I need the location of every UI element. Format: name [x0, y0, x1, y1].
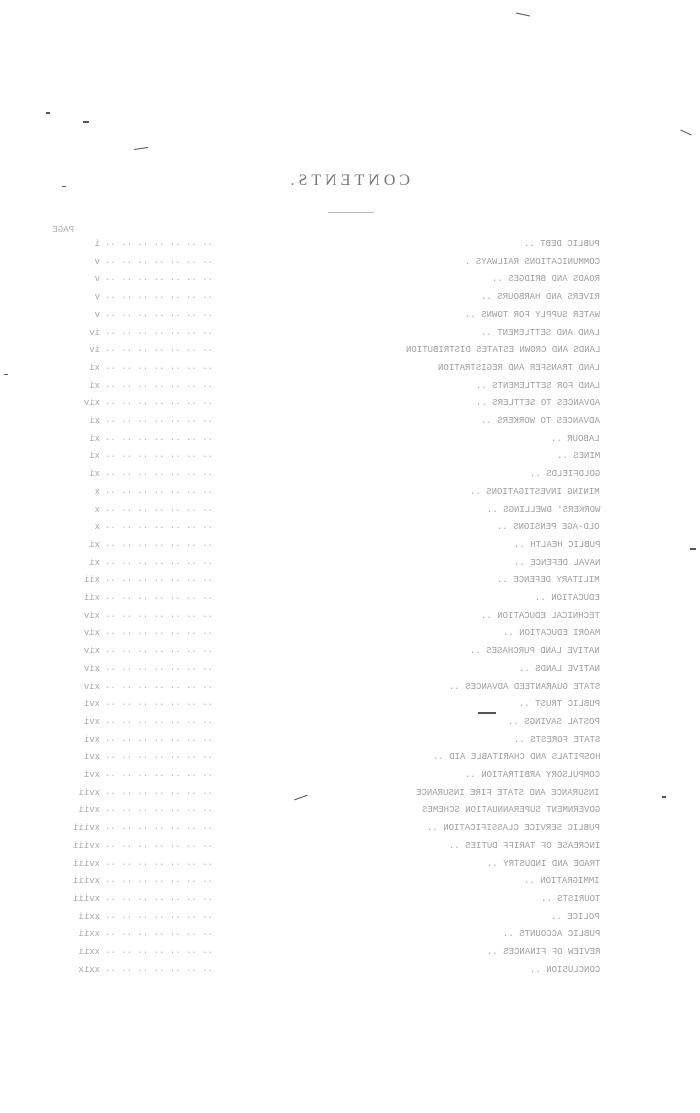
toc-entry-label: MINING INVESTIGATIONS .. [470, 486, 600, 497]
toc-page-number: xviii [72, 858, 100, 869]
toc-page-number: xviii [72, 823, 100, 834]
toc-row [0, 715, 700, 732]
toc-row [0, 786, 700, 803]
toc-entry-label: PUBLIC ACCOUNTS .. [502, 929, 600, 940]
toc-row [0, 768, 700, 785]
toc-page-number: v [94, 274, 100, 285]
toc-row [0, 485, 700, 502]
scan-mark [134, 147, 148, 150]
toc-page-number: xvi [83, 716, 100, 727]
toc-entry-label: PUBLIC TRUST .. [518, 699, 600, 710]
scan-mark [690, 548, 696, 550]
toc-entry-label: LABOUR .. [551, 433, 600, 444]
toc-leader-dots: .. .. .. .. .. .. .. [105, 857, 214, 868]
toc-row [0, 803, 700, 820]
toc-entry-label: MAORI EDUCATION .. [502, 628, 600, 639]
toc-leader-dots: .. .. .. .. .. .. .. [105, 946, 214, 956]
toc-entry-label: LANDS AND CROWN ESTATES DISTRIBUTION [405, 345, 600, 356]
toc-entry-label: STATE GUARANTEED ADVANCES .. [448, 681, 600, 692]
toc-page-number: xiv [83, 646, 100, 657]
toc-page-number: xi [89, 557, 100, 568]
scan-mark [680, 130, 691, 136]
toc-row [0, 644, 700, 661]
toc-page-number: xi [89, 469, 100, 480]
toc-entry-label: POSTAL SAVINGS .. [508, 716, 600, 727]
toc-leader-dots: .. .. .. .. .. .. .. [105, 291, 214, 302]
toc-entry-label: HOSPITALS AND CHARITABLE AID .. [432, 752, 600, 763]
toc-row [0, 556, 700, 573]
toc-row [0, 467, 700, 484]
toc-page-number: xxix [78, 964, 100, 975]
toc-page-number: v [94, 256, 100, 267]
toc-entry-label: TOURISTS .. [540, 893, 600, 904]
scan-mark [478, 712, 496, 714]
toc-page-number: xi [89, 433, 100, 444]
toc-row [0, 432, 700, 449]
toc-row [0, 821, 700, 838]
toc-page-number: xi [89, 416, 100, 426]
toc-page-number: xviii [72, 876, 100, 887]
toc-entry-label: REVIEW OF FINANCES .. [486, 947, 600, 957]
toc-row [0, 662, 700, 679]
toc-row [0, 414, 700, 431]
toc-page-number: xi [89, 380, 100, 391]
toc-leader-dots: .. .. .. .. .. .. .. [105, 627, 214, 638]
toc-entry-label: INCREASE OF TARIFF DUTIES .. [448, 840, 600, 851]
toc-page-number: xvii [78, 805, 100, 816]
toc-page-number: v [94, 309, 100, 320]
toc-entry-label: ADVANCES TO SETTLERS .. [475, 398, 600, 409]
toc-entry-label: MILITARY DEFENCE .. [497, 575, 600, 586]
toc-entry-label: INSURANCE AND STATE FIRE INSURANCE [416, 787, 600, 798]
toc-page-number: xviii [72, 840, 100, 851]
toc-entry-label: PUBLIC DEBT .. [524, 239, 600, 249]
toc-row [0, 396, 700, 413]
toc-leader-dots: .. .. .. .. .. .. .. [105, 255, 214, 266]
toc-leader-dots: .. .. .. .. .. .. .. [105, 468, 214, 479]
toc-row [0, 626, 700, 643]
toc-leader-dots: .. .. .. .. .. .. .. [105, 698, 214, 709]
scan-mark [4, 374, 8, 375]
toc-entry-label: NAVAL DEFENCE .. [513, 557, 600, 568]
toc-entry-label: LAND TRANSFER AND REGISTRATION [437, 362, 600, 373]
toc-row [0, 361, 700, 378]
scan-mark [662, 796, 666, 798]
toc-page-number: iv [89, 327, 100, 338]
toc-entry-label: NATIVE LAND PURCHASES .. [470, 646, 600, 657]
toc-row [0, 573, 700, 590]
scan-mark [516, 13, 530, 17]
toc-entry-label: IMMIGRATION .. [524, 876, 600, 887]
toc-row [0, 449, 700, 466]
toc-row [0, 237, 700, 254]
toc-entry-label: LAND FOR SETTLEMENTS .. [475, 380, 600, 391]
toc-leader-dots: .. .. .. .. .. .. .. [105, 379, 214, 390]
toc-entry-label: POLICE .. [551, 911, 600, 922]
toc-row [0, 874, 700, 891]
toc-entry-label: LAND AND SETTLEMENT .. [481, 327, 600, 338]
toc-row [0, 255, 700, 272]
toc-row [0, 910, 700, 927]
toc-entry-label: TECHNICAL EDUCATION .. [481, 610, 600, 621]
toc-leader-dots: .. .. .. .. .. .. .. [105, 326, 214, 337]
toc-leader-dots: .. .. .. .. .. .. .. [105, 892, 214, 903]
toc-leader-dots: .. .. .. .. .. .. .. [105, 361, 214, 372]
toc-leader-dots: .. .. .. .. .. .. .. [105, 344, 214, 355]
toc-row [0, 343, 700, 360]
toc-page-number: xiv [83, 628, 100, 639]
toc-leader-dots: .. .. .. .. .. .. .. [105, 273, 214, 284]
toc-row [0, 379, 700, 396]
toc-page-number: xiv [83, 610, 100, 621]
toc-entry-label: COMPULSORY ARBITRATION .. [464, 770, 600, 780]
toc-leader-dots: .. .. .. .. .. .. .. [105, 538, 214, 549]
toc-leader-dots: .. .. .. .. .. .. .. [105, 733, 214, 744]
toc-row [0, 963, 700, 980]
toc-entry-label: CONCLUSION .. [529, 964, 600, 975]
toc-row [0, 892, 700, 909]
toc-page-number: iv [89, 345, 100, 356]
toc-row [0, 697, 700, 714]
toc-leader-dots: .. .. .. .. .. .. .. [105, 662, 214, 673]
toc-entry-label: PUBLIC SERVICE CLASSIFICATION .. [427, 823, 600, 834]
toc-row [0, 927, 700, 944]
toc-page-number: xvi [83, 699, 100, 710]
toc-page-number: xiv [83, 681, 100, 692]
toc-row [0, 591, 700, 608]
toc-leader-dots: .. .. .. .. .. .. .. [105, 397, 214, 408]
scan-mark [62, 186, 66, 187]
toc-leader-dots: .. .. .. .. .. .. .. [105, 415, 214, 425]
toc-leader-dots: .. .. .. .. .. .. .. [105, 556, 214, 567]
toc-page-number: v [94, 292, 100, 303]
toc-page-number: x [94, 486, 100, 497]
toc-leader-dots: .. .. .. .. .. .. .. [105, 875, 214, 886]
toc-entry-label: EDUCATION .. [535, 593, 600, 603]
toc-leader-dots: .. .. .. .. .. .. .. [105, 432, 214, 443]
toc-leader-dots: .. .. .. .. .. .. .. [105, 822, 214, 833]
toc-entry-label: GOLDFIELDS .. [529, 469, 600, 480]
toc-page-number: xi [89, 451, 100, 462]
toc-entry-label: WORKERS' DWELLINGS .. [486, 504, 600, 515]
toc-page-number: xvi [83, 770, 100, 780]
toc-entry-label: OLD-AGE PENSIONS .. [497, 522, 600, 533]
toc-leader-dots: .. .. .. .. .. .. .. [105, 839, 214, 850]
toc-page-number: x [94, 522, 100, 533]
toc-leader-dots: .. .. .. .. .. .. .. [105, 609, 214, 620]
toc-page-number: xvi [83, 734, 100, 745]
toc-page-number: xvi [83, 752, 100, 763]
toc-leader-dots: .. .. .. .. .. .. .. [105, 963, 214, 974]
toc-leader-dots: .. .. .. .. .. .. .. [105, 804, 214, 815]
title-rule [328, 212, 374, 213]
page-column-header: PAGE [52, 225, 74, 235]
toc-row [0, 503, 700, 520]
toc-leader-dots: .. .. .. .. .. .. .. [105, 308, 214, 319]
toc-row [0, 839, 700, 856]
toc-row [0, 680, 700, 697]
page-title: CONTENTS. [286, 172, 410, 189]
toc-row [0, 733, 700, 750]
toc-page-number: xxii [78, 911, 100, 922]
toc-leader-dots: .. .. .. .. .. .. .. [105, 928, 214, 939]
scan-mark [46, 112, 50, 114]
toc-leader-dots: .. .. .. .. .. .. .. [105, 238, 214, 248]
toc-page-number: xviii [72, 893, 100, 904]
toc-entry-label: NATIVE LANDS .. [518, 663, 600, 674]
toc-entry-label: ROADS AND BRIDGES .. [491, 274, 600, 285]
toc-entry-label: RIVERS AND HARBOURS .. [481, 292, 600, 303]
toc-leader-dots: .. .. .. .. .. .. .. [105, 910, 214, 921]
toc-page-number: xxii [78, 929, 100, 940]
toc-row [0, 520, 700, 537]
toc-leader-dots: .. .. .. .. .. .. .. [105, 485, 214, 496]
toc-leader-dots: .. .. .. .. .. .. .. [105, 503, 214, 514]
toc-leader-dots: .. .. .. .. .. .. .. [105, 786, 214, 797]
toc-leader-dots: .. .. .. .. .. .. .. [105, 680, 214, 691]
toc-entry-label: ADVANCES TO WORKERS .. [481, 416, 600, 426]
toc-page-number: xi [89, 539, 100, 550]
toc-entry-label: WATER SUPPLY FOR TOWNS .. [464, 309, 600, 320]
toc-row [0, 538, 700, 555]
toc-entry-label: TRADE AND INDUSTRY .. [486, 858, 600, 869]
toc-row [0, 609, 700, 626]
toc-leader-dots: .. .. .. .. .. .. .. [105, 592, 214, 602]
scan-mark [83, 121, 89, 123]
toc-page-number: xii [83, 575, 100, 586]
toc-leader-dots: .. .. .. .. .. .. .. [105, 450, 214, 461]
toc-row [0, 272, 700, 289]
toc-page-number: xiv [83, 398, 100, 409]
toc-entry-label: STATE FORESTS .. [513, 734, 600, 745]
toc-leader-dots: .. .. .. .. .. .. .. [105, 715, 214, 726]
toc-entry-label: COMMUNICATIONS RAILWAYS . [464, 256, 600, 267]
toc-row [0, 326, 700, 343]
toc-page-number: xvii [78, 787, 100, 798]
toc-page-number: xxii [78, 947, 100, 957]
toc-leader-dots: .. .. .. .. .. .. .. [105, 574, 214, 585]
toc-leader-dots: .. .. .. .. .. .. .. [105, 751, 214, 762]
toc-entry-label: MINES .. [556, 451, 600, 462]
toc-page-number: i [94, 239, 100, 249]
toc-leader-dots: .. .. .. .. .. .. .. [105, 769, 214, 779]
toc-entry-label: PUBLIC HEALTH .. [513, 539, 600, 550]
toc-row [0, 857, 700, 874]
toc-leader-dots: .. .. .. .. .. .. .. [105, 521, 214, 532]
toc-page-number: xi [89, 362, 100, 373]
toc-row [0, 290, 700, 307]
toc-page-number: xiv [83, 663, 100, 674]
toc-page-number: xii [83, 593, 100, 603]
toc-leader-dots: .. .. .. .. .. .. .. [105, 645, 214, 656]
toc-entry-label: GOVERNMENT SUPERANNUATION SCHEMES [421, 805, 600, 816]
toc-row [0, 750, 700, 767]
toc-page-number: x [94, 504, 100, 515]
toc-row [0, 945, 700, 962]
toc-row [0, 308, 700, 325]
